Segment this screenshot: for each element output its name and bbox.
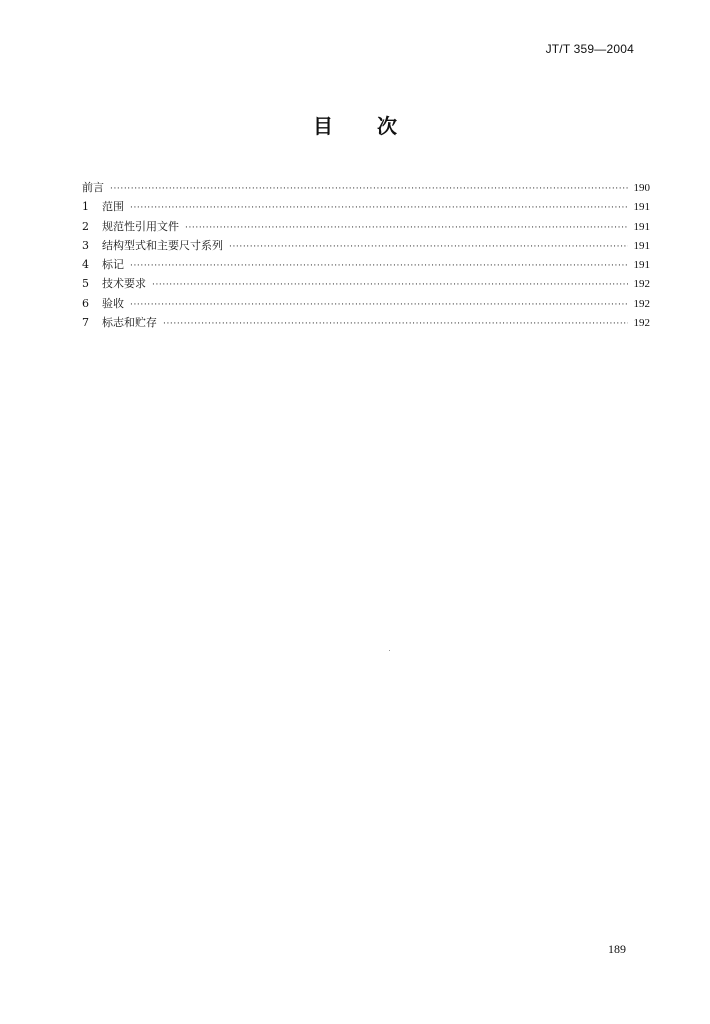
toc-item-page: 190 — [633, 182, 650, 194]
toc-item-page: 191 — [633, 239, 650, 252]
toc-item-number: 7 — [82, 316, 89, 330]
toc-item-acceptance[interactable] — [82, 294, 650, 313]
dot-leader — [163, 315, 628, 334]
toc-title-char: 次 — [377, 114, 397, 138]
toc-list — [82, 178, 650, 332]
toc-item-label: 前言 — [82, 181, 104, 194]
toc-item-page: 192 — [633, 317, 650, 330]
toc-item-page: 192 — [633, 278, 650, 291]
toc-item-page: 192 — [633, 297, 650, 310]
dot-leader — [130, 296, 628, 315]
toc-item-number: 6 — [82, 296, 89, 310]
toc-item-label: 结构型式和主要尺寸系列 — [102, 238, 223, 252]
toc-item-structure-dimensions[interactable] — [82, 236, 650, 255]
toc-item-label: 标记 — [102, 258, 124, 272]
toc-item-marking-storage[interactable] — [82, 313, 650, 332]
dot-leader — [185, 219, 628, 238]
toc-item-label: 技术要求 — [102, 277, 146, 291]
standard-number: JT/T 359—2004 — [545, 42, 634, 56]
toc-title — [0, 114, 710, 138]
dot-leader — [229, 238, 628, 257]
toc-item-number: 5 — [82, 277, 89, 291]
toc-item-label: 范围 — [102, 200, 124, 214]
toc-item-scope[interactable] — [82, 197, 650, 216]
toc-item-page: 191 — [633, 201, 650, 214]
dot-leader — [152, 276, 628, 295]
dot-leader — [130, 257, 628, 276]
toc-item-label: 验收 — [102, 296, 124, 310]
toc-item-page: 191 — [633, 259, 650, 272]
toc-title-char: 目 — [313, 114, 333, 138]
dot-leader — [130, 199, 628, 218]
page-number: 189 — [608, 942, 626, 956]
toc-item-number: 1 — [82, 200, 89, 214]
toc-item-number: 2 — [82, 219, 89, 233]
toc-item-technical-requirements[interactable] — [82, 274, 650, 293]
toc-item-number: 3 — [82, 238, 89, 252]
toc-item-label: 规范性引用文件 — [102, 219, 179, 233]
toc-item-foreword[interactable] — [82, 178, 650, 197]
toc-item-page: 191 — [633, 220, 650, 233]
toc-item-marking[interactable] — [82, 255, 650, 274]
scan-speck — [389, 650, 390, 651]
toc-item-normative-references[interactable] — [82, 217, 650, 236]
toc-item-number: 4 — [82, 258, 89, 272]
dot-leader — [110, 180, 628, 199]
toc-item-label: 标志和贮存 — [102, 316, 157, 330]
